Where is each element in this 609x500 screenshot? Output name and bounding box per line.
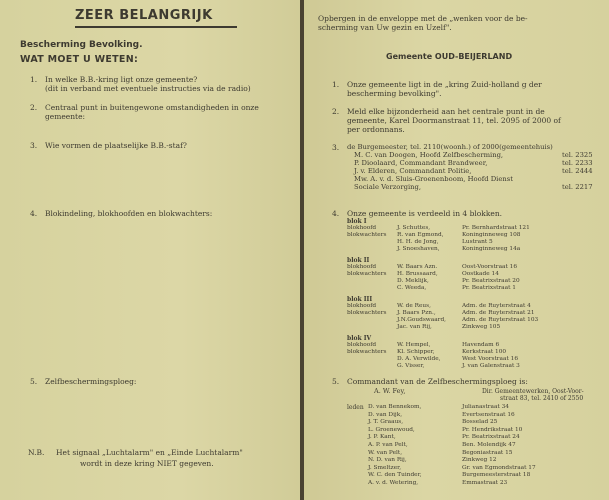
member-address: Gr. van Egmondstraat 17 [462,464,536,471]
block-role: blokhoofd [347,264,377,270]
block-person: W. Baars Azn. [397,264,438,270]
subtitle: Bescherming Bevolking. [20,40,143,50]
answer-line: Onze gemeente ligt in de „kring Zuid-holland g der [347,80,542,89]
answer-number: 1. [332,80,340,89]
block-address: Kerkstraat 100 [462,349,507,355]
block-person: J. Schuttes, [397,225,431,231]
answer-line: Meld elke bijzonderheid aan het centrale punt in de [347,107,545,116]
member-name: A. v. d. Wetering, [368,480,419,486]
block-address: Pr. Beatrixstraat 20 [462,278,520,284]
block-person: C. Weeda, [397,285,427,291]
block-person: D. Meklijk, [397,278,429,284]
block-address: Adm. de Ruyterstraat 21 [462,310,535,316]
block-person: H. Brussaard, [397,271,438,277]
note-line: Het signaal „Luchtalarm" en „Einde Luchtalarm" [56,448,243,457]
block-address: Lustrant 5 [462,239,493,245]
block-address: Koninginneweg 14a [462,246,521,252]
answer-line: Onze gemeente is verdeeld in 4 blokken. [347,209,503,218]
staff-name: P. Dioolaard, Commandant Brandweer, [354,159,488,167]
block-address: West Voorstraat 16 [462,356,519,362]
block-role: blokwachters [347,232,387,238]
block-person: J. Baars Pzn., [397,310,436,316]
block-heading: blok III [347,296,373,303]
member-name: L. Groenewoud, [368,426,415,433]
staff-name: Mw. A. v. d. Sluis-Groenenboom, Hoofd Dienst [354,175,513,183]
question-line: gemeente: [45,112,86,121]
member-name: J. P. Kant, [368,434,396,441]
block-role: blokhoofd [347,303,377,309]
member-name: A. P. van Pelt, [368,442,408,448]
block-person: W. de Reus, [397,303,431,309]
question-line: Wie vormen de plaatselijke B.B.-staf? [45,141,187,150]
question-line: Blokindeling, blokhoofden en blokwachters: [45,209,213,218]
member-address: Emmastraat 23 [462,480,508,486]
municipality-heading: Gemeente OUD-BEIJERLAND [386,52,513,61]
block-role: blokhoofd [347,225,377,231]
intro-line: scherming van Uw gezin en Uzelf". [318,23,452,32]
page-title: ZEER BELANGRIJK [75,8,213,23]
right-page [304,0,609,500]
title-underline [75,26,237,28]
block-address: Adm. de Ruyterstraat 103 [462,317,539,323]
block-person: G. Visser, [397,363,425,369]
block-role: blokwachters [347,349,387,355]
block-address: Oostkade 14 [462,271,499,277]
question-line: Centraal punt in buitengewone omstandigheden in onze [45,103,259,112]
block-person: R. van Egmond, [397,232,444,238]
block-address: Koninginneweg 108 [462,232,521,238]
block-person: D. A. Verwilde, [397,356,441,362]
block-address: Zinkweg 105 [462,324,501,330]
staff-tel: tel. 2325 [562,151,593,159]
member-name: D. van Dijk, [368,411,403,418]
block-person: H. H. de Jong, [397,239,439,245]
question-line: (dit in verband met eventuele instructies via de radio) [45,84,251,93]
note-line: wordt in deze kring NIET gegeven. [80,459,214,468]
block-address: Pr. Beatrixstraat 1 [462,285,516,291]
answer-number: 4. [332,209,340,218]
note-prefix: N.B. [28,448,45,457]
member-address: Evertsenstraat 16 [462,411,515,418]
section-heading: WAT MOET U WETEN: [20,54,139,65]
member-address: Julianastraat 34 [462,404,509,410]
left-page [0,0,300,500]
answer-line: gemeente, Karel Doormanstraat 11, tel. 2095 of 2000 of [347,116,561,125]
staff-tel: tel. 2217 [562,183,593,191]
member-name: D. van Bennekom, [368,404,422,410]
block-person: Jac. van Rij, [397,324,432,330]
question-number: 1. [30,75,38,84]
staff-name: J. v. Elderen, Commandant Politie, [354,167,472,175]
answer-line: de Burgemeester, tel. 2110(woonh.) of 2000(gemeentehuis) [347,143,553,151]
question-line: Zelfbeschermingsploeg: [45,377,137,386]
block-role: blokhoofd [347,342,377,348]
block-person: Kl. Schipper, [397,349,435,355]
block-person: J.N.Goudswaard, [397,317,446,323]
commander-detail: straat 83, tel. 2410 of 2550 [500,395,584,402]
answer-line: bescherming bevolking". [347,89,442,98]
block-address: J. van Galenstraat 3 [462,363,520,369]
member-address: Zinkweg 12 [462,457,497,464]
answer-number: 3. [332,143,340,152]
staff-name: Sociale Verzorging, [354,183,422,191]
member-name: J. T. Graaus, [368,419,404,426]
answer-line: per ordonnans. [347,125,405,134]
question-line: In welke B.B.-kring ligt onze gemeente? [45,75,198,84]
block-role: blokwachters [347,271,387,277]
question-number: 3. [30,141,38,150]
member-name: N. D. van Rij, [368,457,407,464]
block-address: Pr. Bernhardstraat 121 [462,225,530,231]
answer-number: 2. [332,107,340,116]
answer-line: Commandant van de Zelfbeschermingsploeg is: [347,377,528,386]
block-heading: blok II [347,257,370,264]
question-number: 2. [30,103,38,112]
staff-tel: tel. 2444 [562,167,593,175]
member-address: Pr. Beatrixstraat 24 [462,434,520,441]
member-name: W. C. den Tuinder, [368,472,422,479]
block-address: Havendam 6 [462,342,500,348]
question-number: 4. [30,209,38,218]
staff-tel: tel. 2233 [562,159,593,167]
member-address: Pr. Hendrikstraat 10 [462,426,523,433]
member-address: Begoniastraat 15 [462,449,513,456]
member-address: Bosselad 25 [462,419,498,426]
block-address: Oost-Voorstraat 16 [462,264,518,270]
block-address: Adm. de Ruyterstraat 4 [462,303,531,309]
members-label: leden [347,404,364,411]
question-number: 5. [30,377,38,386]
intro-line: Opbergen in de enveloppe met de „wenken voor de be- [318,14,528,23]
block-heading: blok I [347,218,367,225]
member-address: Ben. Molendijk 47 [462,442,516,448]
block-role: blokwachters [347,310,387,316]
answer-number: 5. [332,377,340,386]
block-heading: blok IV [347,335,372,342]
block-person: W. Hempel, [397,342,431,348]
member-address: Burgemeesterstraat 18 [462,472,531,479]
member-name: J. Smeltzer, [368,464,402,471]
member-name: W. van Pelt, [368,449,403,456]
commander-name: A. W. Fey, [374,387,406,395]
commander-detail: Dir. Gemeentewerken, Oost-Voor- [482,388,584,395]
block-person: J. Snoeshaven, [397,246,440,252]
staff-name: M. C. van Doogen, Hoofd Zelfbescherming, [354,151,504,159]
